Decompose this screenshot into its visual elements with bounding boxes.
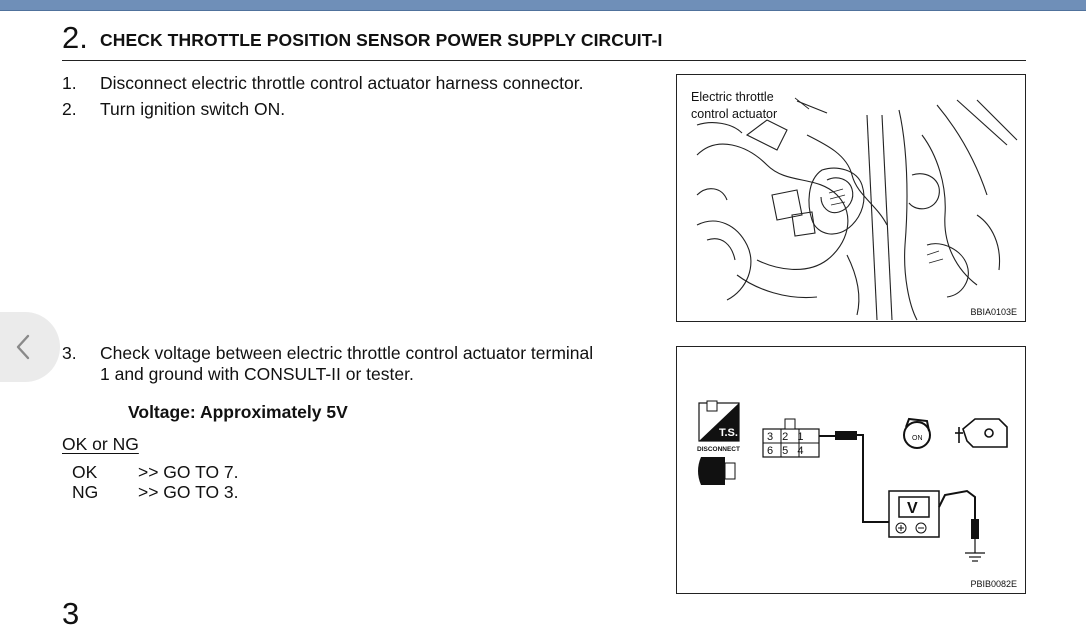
figure-callout	[691, 89, 777, 123]
voltage-check-diagram	[677, 347, 1025, 593]
ground-icon	[965, 553, 985, 561]
svg-text:T.S.: T.S.	[719, 427, 738, 439]
svg-text:ON: ON	[912, 435, 923, 442]
instruction-text: Turn ignition switch ON.	[100, 99, 286, 119]
step-number: 2.	[62, 20, 88, 55]
instruction-number: 3.	[62, 343, 77, 363]
callout-line: control actuator	[691, 107, 778, 121]
result-action: >> GO TO 7.	[138, 462, 239, 482]
engine-bay-figure	[676, 74, 1026, 322]
instruction-text: Check voltage between electric throttle control actuator terminal 1 and ground with CONSULT-II or tester.	[100, 343, 594, 384]
result-key: NG	[72, 482, 99, 502]
voltmeter-icon	[889, 491, 939, 537]
disconnect-label: DISCONNECT	[697, 446, 740, 453]
chevron-left-icon	[12, 333, 36, 361]
callout-line: Electric throttle	[691, 90, 774, 104]
step-header	[62, 20, 1026, 61]
top-bar	[0, 0, 1086, 11]
back-button[interactable]	[0, 312, 60, 382]
harness-connector-icon	[763, 419, 819, 457]
figure-code: PBIB0082E	[970, 579, 1017, 589]
next-step-number-partial: 3	[62, 596, 80, 631]
terminal-labels-top: 3 2 1	[767, 431, 807, 443]
terminal-labels-bottom: 6 5 4	[767, 445, 807, 457]
voltage-check-figure	[676, 346, 1026, 594]
voltage-spec: Voltage: Approximately 5V	[128, 402, 348, 422]
engine-icon	[955, 419, 1007, 447]
instruction-text: Disconnect electric throttle control actuator harness connector.	[100, 73, 584, 93]
ignition-switch-icon	[904, 419, 930, 448]
connector-icon	[698, 457, 735, 485]
ok-ng-heading: OK or NG	[62, 434, 139, 454]
svg-text:V: V	[907, 500, 918, 517]
step-title: CHECK THROTTLE POSITION SENSOR POWER SUPPLY CIRCUIT-I	[100, 30, 663, 50]
result-key: OK	[72, 462, 98, 482]
figure-code: BBIA0103E	[970, 307, 1017, 317]
instruction-number: 1.	[62, 73, 77, 93]
ts-badge-icon	[699, 401, 739, 441]
instruction-number: 2.	[62, 99, 77, 119]
result-action: >> GO TO 3.	[138, 482, 239, 502]
